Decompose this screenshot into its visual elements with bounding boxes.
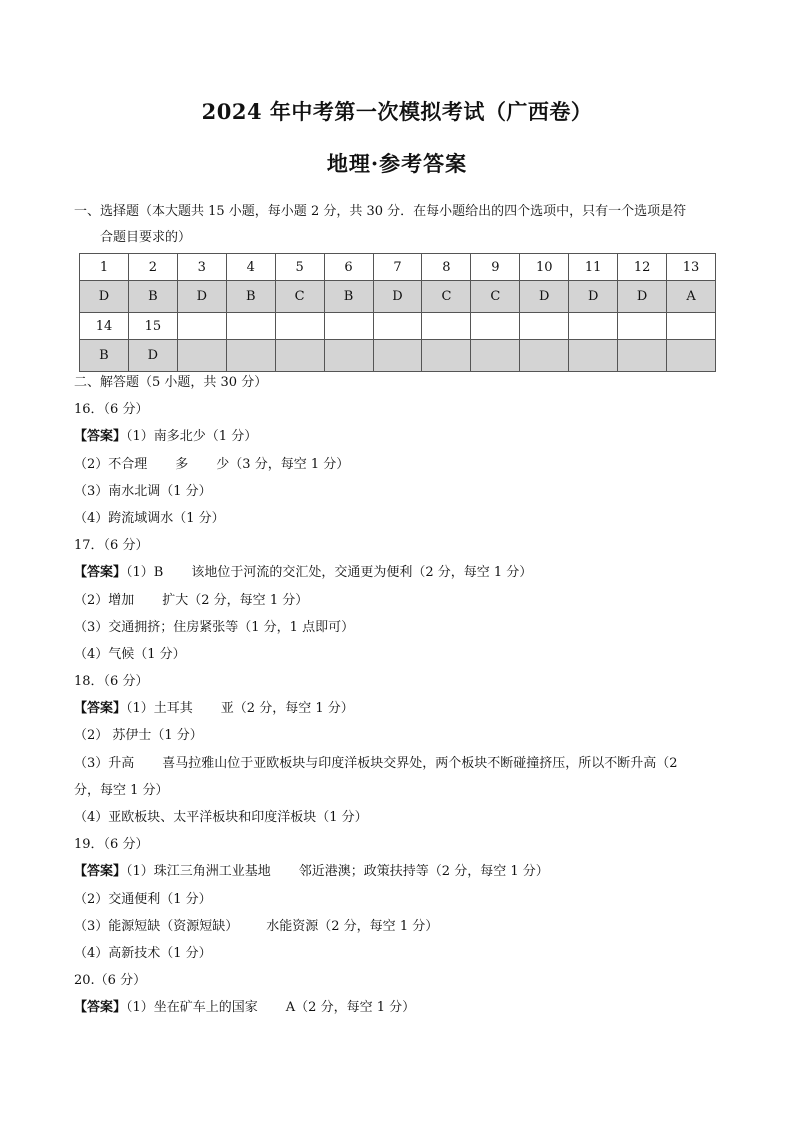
answer-cell: D [520, 281, 569, 313]
answers-body [74, 369, 734, 1022]
answer-text: （2）不合理 [74, 456, 148, 472]
answer-cell: D [373, 281, 422, 313]
answer-table-answer-row [80, 340, 716, 372]
page-title: 2024 年中考第一次模拟考试（广西卷） [201, 99, 593, 124]
q16-answer-1 [74, 423, 734, 450]
q16-answer-4: （4）跨流域调水（1 分） [74, 510, 225, 526]
q16-heading: 16．（6 分） [74, 402, 149, 418]
answer-text: 邻近港澳；政策扶持等（2 分，每空 1 分） [298, 864, 549, 880]
empty-cell [520, 313, 569, 340]
q19-answer-4: （4）高新技术（1 分） [74, 945, 212, 961]
question-number-cell: 7 [373, 254, 422, 281]
answer-cell: A [667, 281, 716, 313]
q17-answer-3: （3）交通拥挤；住房紧张等（1 分，1 点即可） [74, 619, 355, 635]
empty-cell [324, 313, 373, 340]
answer-text: 该地位于河流的交汇处，交通更为便利（2 分，每空 1 分） [191, 565, 533, 581]
empty-cell [373, 313, 422, 340]
section1-heading-line2: 合题目要求的） [100, 230, 192, 245]
question-number-cell: 15 [128, 313, 177, 340]
answer-table [79, 253, 716, 372]
q18-answer-1 [74, 695, 734, 722]
q17-heading: 17．（6 分） [74, 538, 149, 554]
q17-answer-4: （4）气候（1 分） [74, 646, 186, 662]
q18-heading: 18．（6 分） [74, 674, 149, 690]
answer-text: （2）增加 [74, 592, 135, 608]
empty-cell [226, 313, 275, 340]
question-number-cell: 6 [324, 254, 373, 281]
q19-heading: 19．（6 分） [74, 837, 149, 853]
empty-cell [275, 340, 324, 372]
answer-text: （3）升高 [74, 755, 135, 771]
answer-text: （1）珠江三角洲工业基地 [126, 864, 271, 880]
answer-text: （3）能源短缺（资源短缺） [74, 918, 239, 934]
empty-cell [275, 313, 324, 340]
q20-heading: 20.（6 分） [74, 973, 147, 989]
q19-answer-1 [74, 858, 734, 885]
answer-text: 喜马拉雅山位于亚欧板块与印度洋板块交界处，两个板块不断碰撞挤压，所以不断升高（2 [162, 755, 678, 771]
answer-text: A（2 分，每空 1 分） [285, 1000, 416, 1016]
answer-text: （1）南多北少（1 分） [126, 429, 258, 445]
q17-answer-1 [74, 559, 734, 586]
q18-answer-3-cont: 分，每空 1 分） [74, 782, 169, 798]
empty-cell [520, 340, 569, 372]
answer-cell: D [80, 281, 129, 313]
section1-heading-line1: 一、选择题（本大题共 15 小题，每小题 2 分，共 30 分．在每小题给出的四个选项中，只有一个选项是符 [74, 204, 687, 219]
question-number-cell: 2 [128, 254, 177, 281]
empty-cell [422, 340, 471, 372]
answer-text: （1）B [126, 565, 164, 581]
question-number-cell: 9 [471, 254, 520, 281]
empty-cell [177, 313, 226, 340]
answer-cell: B [80, 340, 129, 372]
q17-answer-2 [74, 587, 734, 614]
answer-cell: C [275, 281, 324, 313]
empty-cell [471, 340, 520, 372]
answer-tag: 【答案】 [74, 864, 127, 880]
question-number-cell: 13 [667, 254, 716, 281]
answer-cell: B [128, 281, 177, 313]
answer-tag: 【答案】 [74, 565, 127, 581]
q16-answer-2 [74, 451, 734, 478]
question-number-cell: 1 [80, 254, 129, 281]
answer-table-answer-row [80, 281, 716, 313]
empty-cell [471, 313, 520, 340]
section1-heading [74, 199, 724, 251]
answer-text: 亚（2 分，每空 1 分） [220, 701, 354, 717]
answer-cell: D [177, 281, 226, 313]
answer-table-number-row [80, 254, 716, 281]
empty-cell [177, 340, 226, 372]
question-number-cell: 10 [520, 254, 569, 281]
q18-answer-3 [74, 750, 734, 777]
empty-cell [618, 340, 667, 372]
answer-text: 扩大（2 分，每空 1 分） [162, 592, 309, 608]
q19-answer-2: （2）交通便利（1 分） [74, 891, 212, 907]
answer-text: 水能资源（2 分，每空 1 分） [266, 918, 439, 934]
question-number-cell: 11 [569, 254, 618, 281]
empty-cell [569, 340, 618, 372]
answer-cell: B [324, 281, 373, 313]
answer-cell: D [569, 281, 618, 313]
answer-text: 少（3 分，每空 1 分） [216, 456, 350, 472]
empty-cell [667, 313, 716, 340]
answer-text: （1）坐在矿车上的国家 [126, 1000, 258, 1016]
answer-tag: 【答案】 [74, 701, 127, 717]
empty-cell [618, 313, 667, 340]
question-number-cell: 14 [80, 313, 129, 340]
section2-heading: 二、解答题（5 小题，共 30 分） [74, 375, 268, 390]
empty-cell [422, 313, 471, 340]
question-number-cell: 8 [422, 254, 471, 281]
answer-cell: C [471, 281, 520, 313]
answer-table-number-row [80, 313, 716, 340]
question-number-cell: 3 [177, 254, 226, 281]
answer-cell: C [422, 281, 471, 313]
answer-tag: 【答案】 [74, 429, 127, 445]
answer-text: （1）土耳其 [126, 701, 193, 717]
q16-answer-3: （3）南水北调（1 分） [74, 483, 212, 499]
answer-cell: D [618, 281, 667, 313]
answer-text: 多 [175, 456, 189, 472]
q18-answer-2: （2） 苏伊士（1 分） [74, 728, 203, 744]
q19-answer-3 [74, 913, 734, 940]
empty-cell [373, 340, 422, 372]
empty-cell [324, 340, 373, 372]
empty-cell [226, 340, 275, 372]
q20-answer-1 [74, 994, 734, 1021]
question-number-cell: 12 [618, 254, 667, 281]
answer-cell: B [226, 281, 275, 313]
page-subtitle: 地理·参考答案 [326, 151, 468, 176]
question-number-cell: 5 [275, 254, 324, 281]
q18-answer-4: （4）亚欧板块、太平洋板块和印度洋板块（1 分） [74, 810, 368, 825]
empty-cell [569, 313, 618, 340]
empty-cell [667, 340, 716, 372]
answer-cell: D [128, 340, 177, 372]
answer-tag: 【答案】 [74, 1000, 127, 1016]
question-number-cell: 4 [226, 254, 275, 281]
